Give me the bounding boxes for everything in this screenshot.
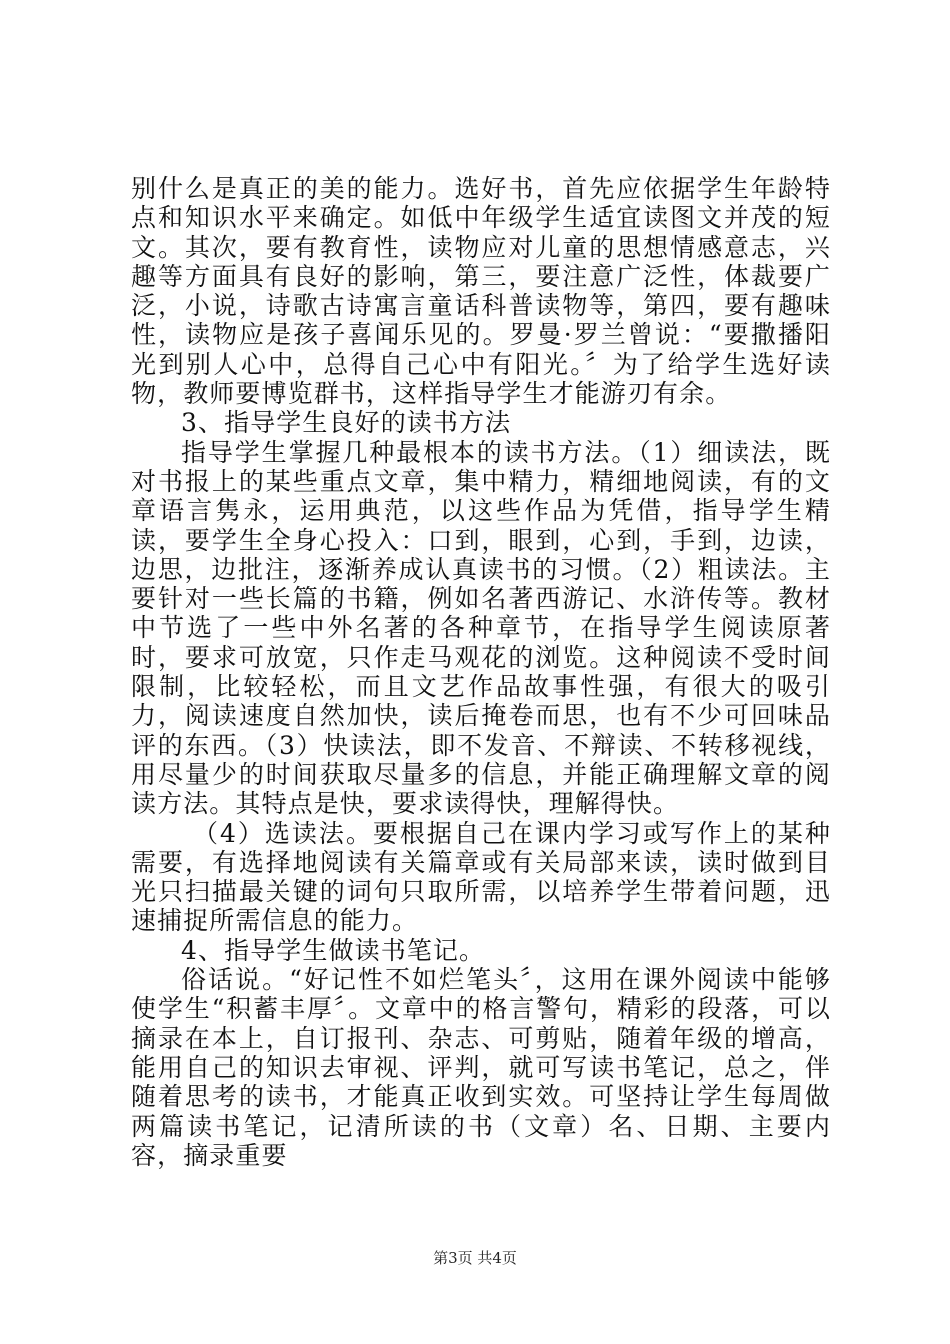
paragraph-reading-notes: 俗话说。“好记性不如烂笔头〞，这用在课外阅读中能够使学生“积蓄丰厚〞。文章中的格言警句，精彩的段落，可以摘录在本上，自订报刊、杂志、可剪贴，随着年级的增高，能用自己的知识去审视、评判，就可写读书笔记，总之，伴随着思考的读书，才能真正收到实效。可坚持让学生每周做两篇读书笔记，记清所读的书（文章）名、日期、主要内容，摘录重要 <box>131 965 831 1170</box>
paragraph-reading-methods: 指导学生掌握几种最根本的读书方法。（1）细读法，既对书报上的某些重点文章，集中精力，精细地阅读，有的文章语言隽永，运用典范，以这些作品为凭借，指导学生精读，要学生全身心投入：口到，眼到，心到，手到，边读，边思，边批注，逐渐养成认真读书的习惯。（2）粗读法。主要针对一些长篇的书籍，例如名著西游记、水浒传等。教材中节选了一些中外名著的各种章节，在指导学生阅读原著时，要求可放宽，只作走马观花的浏览。这种阅读不受时间限制，比较轻松，而且文艺作品故事性强，有很大的吸引力，阅读速度自然加快，读后掩卷而思，也有不少可回味品评的东西。（3）快读法，即不发音、不辩读、不转移视线，用尽量少的时间获取尽量多的信息，并能正确理解文章的阅读方法。其特点是快，要求读得快，理解得快。 <box>131 437 831 819</box>
paragraph-selective-reading: （4）选读法。要根据自己在课内学习或写作上的某种需要，有选择地阅读有关篇章或有关局部来读，读时做到目光只扫描最关键的词句只取所需，以培养学生带着问题，迅速捕捉所需信息的能力。 <box>131 818 831 936</box>
paragraph-continued: 别什么是真正的美的能力。选好书，首先应依据学生年龄特点和知识水平来确定。如低中年级学生适宜读图文并茂的短文。其次，要有教育性，读物应对儿童的思想情感意志，兴趣等方面具有良好的影响，第三，要注意广泛性，体裁要广泛，小说，诗歌古诗寓言童话科普读物等，第四，要有趣味性，读物应是孩子喜闻乐见的。罗曼·罗兰曾说：“要撒播阳光到别人心中，总得自己心中有阳光。〞为了给学生选好读物，教师要博览群书，这样指导学生才能游刃有余。 <box>131 174 831 409</box>
document-body <box>131 174 831 1170</box>
section-heading-4: 4、指导学生做读书笔记。 <box>181 935 486 965</box>
page-footer: 第3页 共4页 <box>433 1249 517 1267</box>
section-heading-3: 3、指导学生良好的读书方法 <box>181 408 512 438</box>
